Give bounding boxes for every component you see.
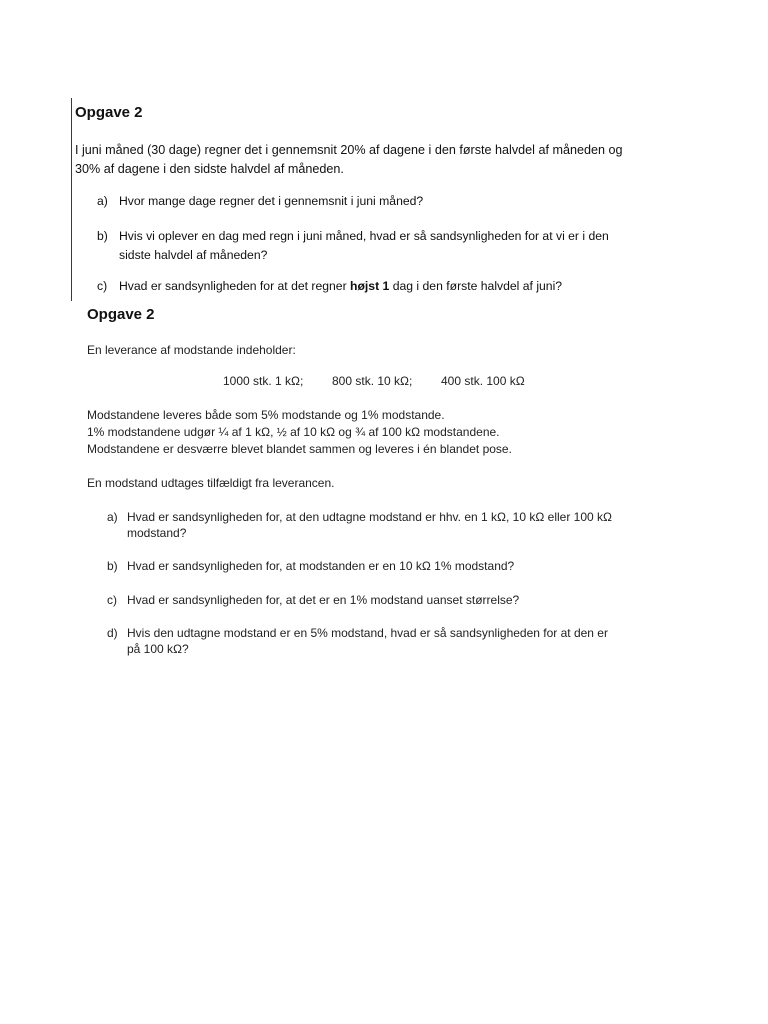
question-text: [127, 558, 687, 574]
question-line: modstand?: [127, 526, 187, 540]
stock-item: [223, 374, 303, 388]
exercise-2-description: [87, 407, 512, 458]
question-line: Hvor mange dage regner det i gennemsnit i juni måned?: [119, 194, 424, 208]
exercise-2-draw-text: En modstand udtages tilfældigt fra leverancen.: [87, 476, 335, 490]
question-text: [127, 592, 687, 608]
description-line: Modstandene leveres både som 5% modstande og 1% modstande.: [87, 408, 445, 422]
question-line: sidste halvdel af måneden?: [119, 248, 268, 262]
stock-quantity: 800 stk.: [332, 374, 375, 388]
exercise-1-question-b: [97, 227, 682, 267]
stock-quantity: 400 stk.: [441, 374, 484, 388]
question-line: Hvis den udtagne modstand er en 5% modstand, hvad er så sandsynligheden for at den er: [127, 626, 608, 640]
stock-value: 100 kΩ: [486, 374, 525, 388]
stock-quantity: 1000 stk.: [223, 374, 272, 388]
question-text: [127, 625, 687, 657]
exercise-2-question-a: [107, 509, 687, 543]
exercise-1-question-c: [97, 277, 682, 297]
exercise-2-question-c: [107, 592, 687, 610]
exercise-2-question-d: [107, 625, 687, 659]
stock-item: [332, 374, 412, 388]
question-letter: d): [107, 626, 118, 640]
stock-value: 10 kΩ;: [377, 374, 413, 388]
exercise-1-question-a: [97, 192, 682, 212]
question-text: [119, 227, 679, 265]
question-line: Hvis vi oplever en dag med regn i juni måned, hvad er så sandsynligheden for at vi er i den: [119, 229, 609, 243]
question-text: [127, 509, 687, 541]
exercise-2-question-b: [107, 558, 687, 576]
question-letter: c): [97, 279, 108, 293]
question-letter: a): [107, 510, 118, 524]
description-line: Modstandene er desværre blevet blandet sammen og leveres i én blandet pose.: [87, 442, 512, 456]
exercise-1-intro-line: 30% af dagene i den sidste halvdel af måneden.: [75, 162, 344, 176]
description-line: 1% modstandene udgør ¼ af 1 kΩ, ½ af 10 kΩ og ¾ af 100 kΩ modstandene.: [87, 425, 500, 439]
question-emphasis: højst 1: [350, 279, 390, 293]
question-line: Hvad er sandsynligheden for, at det er en 1% modstand uanset størrelse?: [127, 593, 520, 607]
question-text-part: dag i den første halvdel af juni?: [389, 279, 563, 293]
question-text: [119, 277, 679, 296]
question-text: [119, 192, 679, 211]
question-line: på 100 kΩ?: [127, 642, 189, 656]
question-line: Hvad er sandsynligheden for, at modstanden er en 10 kΩ 1% modstand?: [127, 559, 515, 573]
question-letter: a): [97, 194, 108, 208]
stock-value: 1 kΩ;: [275, 374, 304, 388]
exercise-1-intro: [75, 141, 675, 179]
question-line: Hvad er sandsynligheden for, at den udtagne modstand er hhv. en 1 kΩ, 10 kΩ eller 100 kΩ: [127, 510, 612, 524]
stock-item: [441, 374, 525, 388]
question-letter: b): [97, 229, 108, 243]
exercise-1-title: Opgave 2: [75, 104, 143, 121]
exercise-2-intro: En leverance af modstande indeholder:: [87, 343, 296, 357]
question-text-part: Hvad er sandsynligheden for at det regner: [119, 279, 351, 293]
question-letter: b): [107, 559, 118, 573]
exercise-2-title: Opgave 2: [87, 306, 155, 323]
exercise-1-excerpt: [71, 98, 682, 301]
exercise-1-intro-line: I juni måned (30 dage) regner det i gennemsnit 20% af dagene i den første halvdel af måneden og: [75, 143, 623, 157]
question-letter: c): [107, 593, 117, 607]
